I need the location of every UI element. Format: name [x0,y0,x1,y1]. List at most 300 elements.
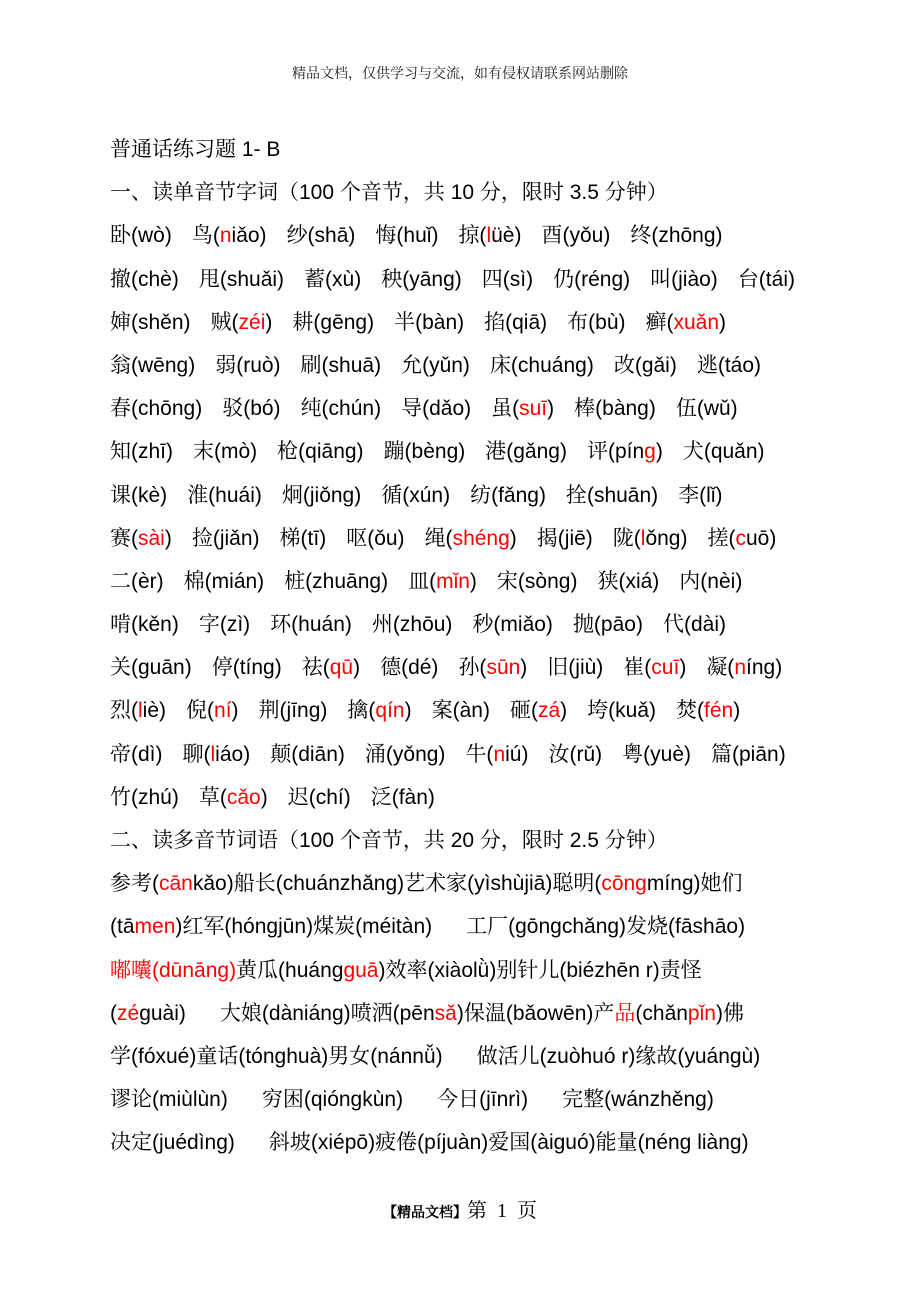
text-run: ) [353,656,361,680]
word-item [541,214,610,257]
text-run: 完整(wánzhěng) [562,1088,714,1112]
word-item [110,603,179,646]
word-line [110,560,850,603]
word-item [573,603,643,646]
text-run: 春(chōng) [110,397,203,421]
text-run: ) [404,699,412,723]
text-run: 关(guān) [110,656,192,680]
text-run: 帝(dì) [110,742,163,766]
text-run: iú) [505,742,529,766]
text-run: iè) [142,699,167,723]
highlighted-text-run: fén [704,699,734,723]
text-run: 蹦(bèng) [383,440,466,464]
text-run: 擒( [347,699,376,723]
word-item [613,517,688,560]
highlighted-text-run: suī [519,397,548,421]
text-run: ) [719,310,727,334]
word-item [375,214,438,257]
text-run: 港(gǎng) [485,440,567,464]
text-run: 今日(jīnrì) [437,1088,529,1112]
word-item [110,992,186,1035]
text-run: 甩(shuǎi) [198,267,285,291]
word-item [215,344,280,387]
word-item [466,905,745,948]
text-run: 蓄(xù) [304,267,362,291]
word-item [491,387,554,430]
word-item [222,387,280,430]
text-run: 呕(ǒu) [346,526,405,550]
word-item [458,214,521,257]
word-item [425,517,517,560]
text-run: 仍(réng) [553,267,631,291]
word-item [630,214,722,257]
text-run: íng) [746,656,783,680]
text-run: 炯(jiǒng) [281,483,362,507]
highlighted-text-run: sài [138,526,165,550]
word-item [597,560,659,603]
footer-label: 【精品文档】 [383,1206,467,1221]
text-run: 涌(yǒng) [364,742,446,766]
text-run: )红军(hóngjūn)煤炭(méitàn) [175,915,433,939]
text-run: 掠( [458,224,487,248]
text-run: 秒(miǎo) [472,613,553,637]
highlighted-text-run: xuǎn [673,310,720,334]
text-run: ) [560,699,568,723]
text-run: 改(gǎi) [613,353,677,377]
word-item [110,1121,235,1164]
highlighted-text-run: 品 [614,1001,636,1025]
word-item [270,603,352,646]
highlighted-text-run: l [210,742,216,766]
text-run: 决定(juédìng) [110,1131,235,1155]
highlighted-text-run: qín [375,699,405,723]
text-run: ) [733,699,741,723]
text-run: )效率(xiàolǜ)别针儿(biézhēn r)责怪 [378,958,702,982]
text-run: 台(tái) [737,267,795,291]
word-line [110,905,850,948]
highlighted-text-run: qū [329,656,354,680]
word-line [110,517,850,560]
word-item [184,560,265,603]
word-item [510,689,567,732]
word-item [269,1121,749,1164]
text-run: 绳( [424,526,453,550]
text-run: ǒng) [645,526,688,550]
word-item [676,689,740,732]
copyright-notice: 精品文档，仅供学习与交流，如有侵权请联系网站删除 [292,67,628,82]
text-run: 陇( [612,526,641,550]
text-run: 垮(kuǎ) [587,699,656,723]
word-item [548,733,602,776]
text-run: 犬(quǎn) [682,440,765,464]
text-run: 汝(rǔ) [548,742,603,766]
text-run: 啃(kěn) [110,613,179,637]
word-item [738,258,795,301]
word-item [110,517,172,560]
text-run: 谬论(miùlùn) [110,1088,228,1112]
text-run: 驳(bó) [222,397,281,421]
text-run: 叫(jiào) [650,267,718,291]
text-run: 导(dǎo) [401,397,472,421]
highlighted-text-run: men [134,915,176,939]
word-line [110,603,850,646]
word-item [623,646,686,689]
page-footer [0,1194,920,1223]
word-item [697,344,761,387]
text-run: 评(pín [586,440,645,464]
word-line [110,214,850,257]
text-run: 纱(shā) [286,224,356,248]
word-item [220,992,744,1035]
word-item [372,603,453,646]
text-run: 淮(huái) [187,483,262,507]
highlighted-text-run: mǐn [436,569,470,593]
word-item [211,301,273,344]
word-item [292,301,374,344]
word-item [706,646,782,689]
text-run: 狭(xiá) [597,569,660,593]
highlighted-text-run: zéi [238,310,266,334]
word-item [482,258,533,301]
word-item [678,474,722,517]
text-run: 德(dé) [380,656,439,680]
text-run: 撤(chè) [110,267,179,291]
highlighted-text-run: g [644,440,656,464]
word-item [110,258,179,301]
document-body [110,128,850,1165]
word-item [683,430,765,473]
text-run: 知(zhī) [110,440,173,464]
word-item [301,344,382,387]
text-run: 癣( [645,310,674,334]
word-item [547,646,603,689]
text-run: iǎo) [231,224,267,248]
text-run: 棉(mián) [183,569,265,593]
text-run: 粤(yuè) [622,742,691,766]
word-item [380,646,438,689]
word-line [110,992,850,1035]
word-item [472,603,553,646]
highlighted-text-run: 嘟囔(dūnāng) [110,958,237,982]
text-run: 桩(zhuāng) [284,569,389,593]
text-run: 孙( [458,656,487,680]
word-item [212,646,282,689]
text-run: 内(nèi) [679,569,743,593]
word-item [497,560,578,603]
word-line [110,430,850,473]
text-run: 学(fóxué)童话(tónghuà)男女(nánnǚ) [110,1044,443,1068]
text-run: 斜坡(xiépō)疲倦(píjuàn)爱国(àiguó)能量(néng liàng) [268,1131,749,1155]
word-item [401,387,471,430]
word-line [110,646,850,689]
word-item [301,387,382,430]
word-item [110,560,164,603]
highlighted-text-run: cǎo [226,785,261,809]
word-item [650,258,718,301]
word-line [110,258,850,301]
word-item [110,1078,228,1121]
highlighted-text-run: l [138,699,143,723]
text-run: 鸟( [191,224,220,248]
text-run: 酉(yǒu) [541,224,611,248]
word-item [304,258,361,301]
word-item [187,474,262,517]
word-item [199,603,250,646]
text-run: 李(lǐ) [678,483,723,507]
highlighted-text-run: sūn [486,656,521,680]
text-run: 卧(wò) [110,224,172,248]
text-run: )保温(bǎowēn)产 [456,1001,615,1025]
text-run: míng)她们 [646,872,743,896]
word-item [183,733,251,776]
text-run: 梯(tī) [279,526,327,550]
text-run: iáo) [215,742,251,766]
text-run: uō) [745,526,777,550]
text-run: ) [679,656,687,680]
word-item [432,689,490,732]
text-run: 草( [198,785,227,809]
text-run: 迟(chí) [287,785,351,809]
text-run: ) [520,656,528,680]
text-run: 弱(ruò) [215,353,281,377]
word-item [408,560,477,603]
text-run: 布(bù) [567,310,626,334]
word-line [110,733,850,776]
text-run: 颠(diān) [270,742,345,766]
text-run: 捡(jiǎn) [191,526,260,550]
word-item [587,689,656,732]
text-run: 篇(piān) [711,742,786,766]
word-item [110,862,743,905]
word-item [567,301,625,344]
word-item [287,214,356,257]
text-run: 拴(shuān) [565,483,659,507]
text-run: 焚( [676,699,704,723]
text-run: 耕(gēng) [292,310,375,334]
text-run: 末(mò) [193,440,258,464]
word-item [477,1035,761,1078]
word-item [302,646,360,689]
word-item [110,733,163,776]
highlighted-text-run: n [493,742,506,766]
text-run: 牛( [465,742,494,766]
highlighted-text-run: cān [159,872,193,896]
word-item [110,301,191,344]
word-item [110,387,202,430]
word-line [110,474,850,517]
text-run: 祛( [301,656,330,680]
text-run: 掐(qiā) [484,310,548,334]
text-run: 做活儿(zuòhuó r)缘故(yuángù) [476,1044,761,1068]
word-item [277,430,363,473]
text-run: 棒(bàng) [574,397,656,421]
word-item [365,733,446,776]
text-run: 婶(shěn) [110,310,191,334]
word-item [110,474,167,517]
word-line [110,387,850,430]
word-item [346,517,404,560]
word-line [110,1035,850,1078]
word-item [622,733,691,776]
text-run: 参考( [110,872,159,896]
word-item [270,733,345,776]
word-item [280,517,327,560]
word-item [437,1078,528,1121]
highlighted-text-run: c [735,526,746,550]
text-run: 旧(jiù) [547,656,604,680]
word-item [562,1078,714,1121]
text-run: 半(bàn) [394,310,465,334]
text-run: (tā [110,915,135,939]
word-item [110,949,702,992]
highlighted-text-run: zé [117,1001,140,1025]
text-run: üè) [491,224,522,248]
word-item [663,603,726,646]
word-item [676,387,738,430]
highlighted-text-run: l [640,526,646,550]
word-item [381,258,462,301]
text-run: 二(èr) [110,569,164,593]
text-run: 崔( [623,656,652,680]
text-run: ) [164,526,172,550]
text-run: 逃(táo) [696,353,762,377]
word-item [288,776,351,819]
text-run: 纺(fǎng) [470,483,546,507]
word-item [192,214,267,257]
word-item [110,646,192,689]
highlighted-text-run: cuī [651,656,680,680]
text-run: 悔(huǐ) [375,224,439,248]
text-run: ( [110,1001,117,1025]
text-run: 皿( [408,569,437,593]
highlighted-text-run: zá [537,699,561,723]
text-run: 虽( [491,397,520,421]
text-run: 刷(shuā) [300,353,382,377]
word-item [110,430,173,473]
text-run: 枪(qiāng) [277,440,364,464]
word-item [259,689,328,732]
text-run: ) [231,699,239,723]
word-item [401,344,470,387]
highlighted-text-run: guā [343,958,379,982]
word-line [110,949,850,992]
text-run: ) [509,526,517,550]
word-item [707,517,776,560]
text-run: 泛(fàn) [370,785,435,809]
highlighted-text-run: sǎ [434,1001,457,1025]
text-run: 终(zhōng) [630,224,723,248]
text-run: 抛(pāo) [572,613,643,637]
text-run: 纯(chún) [300,397,382,421]
word-item [199,776,268,819]
word-item [284,560,388,603]
word-line [110,776,850,819]
word-item [199,258,284,301]
text-run: 赛( [110,526,138,550]
text-run: 课(kè) [110,483,168,507]
text-run: 伍(wǔ) [675,397,738,421]
text-run: 工厂(gōngchǎng)发烧(fāshāo) [466,915,746,939]
text-run: 穷困(qióngkùn) [261,1088,404,1112]
word-item [566,474,658,517]
text-run: 砸( [509,699,538,723]
text-run: 聊( [182,742,211,766]
word-item [371,776,435,819]
word-item [465,733,528,776]
word-line [110,301,850,344]
text-run: 搓( [707,526,736,550]
word-item [347,689,411,732]
word-item [110,689,166,732]
highlighted-text-run: shéng [452,526,510,550]
text-run: kǎo)船长(chuánzhǎng)艺术家(yìshùjiā)聪明( [192,872,602,896]
word-item [553,258,630,301]
word-line [110,862,850,905]
text-run: 大娘(dàniáng)喷洒(pēn [219,1001,435,1025]
word-item [381,474,450,517]
text-run: 案(àn) [431,699,490,723]
text-run: 代(dài) [662,613,726,637]
text-run: 秧(yāng) [381,267,462,291]
text-run: ) [469,569,477,593]
text-run: ) [547,397,555,421]
highlighted-text-run: n [219,224,232,248]
word-item [186,689,239,732]
section-heading: 二、读多音节词语（100 个音节，共 20 分，限时 2.5 分钟） [110,829,668,852]
word-line [110,1121,850,1164]
highlighted-text-run: l [486,224,492,248]
word-item [193,430,257,473]
word-item [394,301,464,344]
text-run: 四(sì) [481,267,534,291]
word-item [110,344,195,387]
word-item [110,1035,443,1078]
highlighted-text-run: ní [214,699,232,723]
text-run: 贼( [210,310,239,334]
text-run: 州(zhōu) [371,613,453,637]
word-line [110,1078,850,1121]
text-run: 床(chuáng) [489,353,594,377]
text-run: ) [265,310,273,334]
word-item [384,430,466,473]
word-item [587,430,663,473]
text-run: )佛 [715,1001,744,1025]
page-number: 第 1 页 [467,1200,537,1222]
text-run: 倪( [186,699,215,723]
text-run: 凝( [706,656,735,680]
word-item [711,733,786,776]
section-heading: 一、读单音节字词（100 个音节，共 10 分，限时 3.5 分钟） [110,181,668,205]
word-item [110,776,179,819]
word-item [679,560,742,603]
highlighted-text-run: n [734,656,746,680]
text-run: 宋(sòng) [496,569,578,593]
text-run: 字(zì) [198,613,251,637]
word-item [574,387,656,430]
text-run: ) [260,785,268,809]
highlighted-text-run: pǐn [687,1001,716,1025]
word-item [490,344,594,387]
word-line [110,344,850,387]
word-item [646,301,727,344]
text-run: 黄瓜(huáng [236,958,344,982]
text-run: 烈( [110,699,138,723]
highlighted-text-run: cōng [601,872,647,896]
word-item [110,905,432,948]
word-item [262,1078,403,1121]
word-line [110,689,850,732]
text-run: 停(tíng) [211,656,282,680]
